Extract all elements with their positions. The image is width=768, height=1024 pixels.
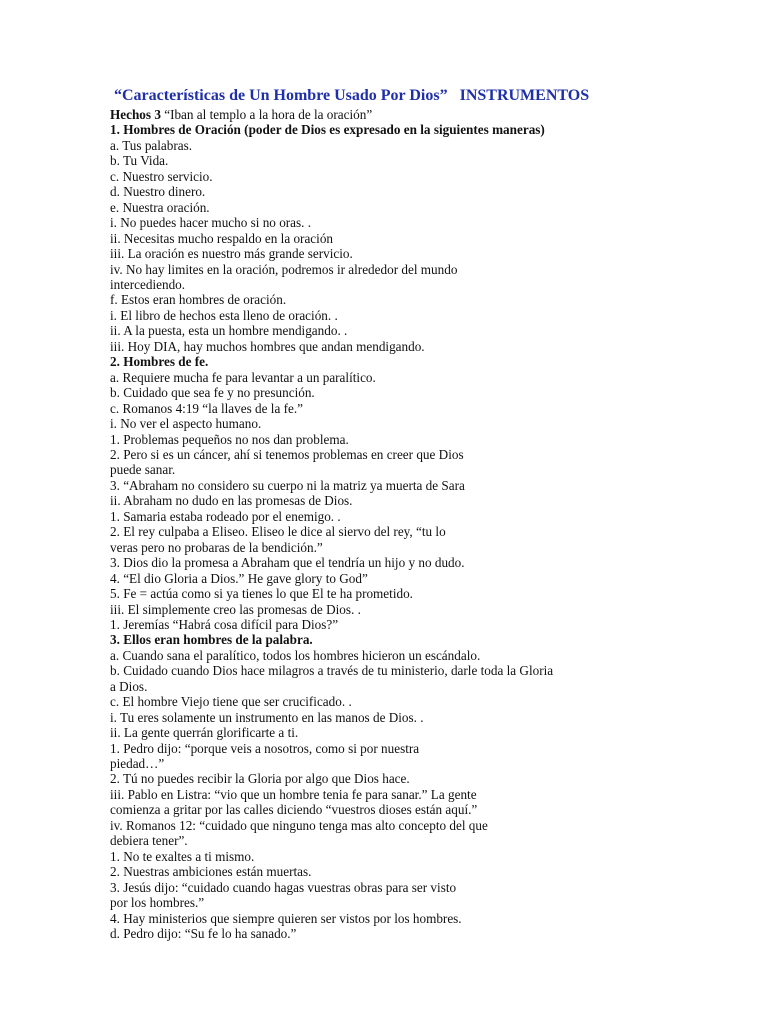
text-line: 1. Problemas pequeños no nos dan problema. (110, 431, 349, 447)
text-line: 4. Hay ministerios que siempre quieren ser vistos por los hombres. (110, 910, 462, 926)
text-line: comienza a gritar por las calles diciendo “vuestros dioses están aquí.” (110, 802, 478, 818)
text-line: veras pero no probaras de la bendición.” (110, 539, 323, 555)
text-line: 2. Pero si es un cáncer, ahí si tenemos problemas en creer que Dios (110, 446, 464, 462)
text-line: 1. Samaria estaba rodeado por el enemigo. . (110, 508, 341, 524)
text-line: i. El libro de hechos esta lleno de oración. . (110, 307, 338, 323)
text-line: 2. El rey culpaba a Eliseo. Eliseo le dice al siervo del rey, “tu lo (110, 524, 446, 540)
text-line: b. Tu Vida. (110, 153, 169, 169)
text-line: a Dios. (110, 678, 148, 694)
text-line: a. Requiere mucha fe para levantar a un paralítico. (110, 369, 376, 385)
text-line: 3. Jesús dijo: “cuidado cuando hagas vuestras obras para ser visto (110, 879, 457, 895)
text-line: c. El hombre Viejo tiene que ser crucificado. . (110, 694, 352, 710)
text-line: iii. El simplemente creo las promesas de Dios. . (110, 601, 361, 617)
text-line: i. No puedes hacer mucho si no oras. . (110, 215, 312, 231)
title-main: “Características de Un Hombre Usado Por Dios” (114, 87, 448, 104)
text-line: 3. “Abraham no considero su cuerpo ni la matriz ya muerta de Sara (110, 477, 465, 493)
text-line: piedad…” (110, 756, 165, 772)
text-line: b. Cuidado que sea fe y no presunción. (110, 385, 315, 401)
text-line: ii. Abraham no dudo en las promesas de Dios. (110, 493, 353, 509)
section-heading: 3. Ellos eran hombres de la palabra. (110, 632, 313, 648)
verse-text: “Iban al templo a la hora de la oración” (164, 107, 373, 122)
text-line: puede sanar. (110, 462, 176, 478)
section-heading: 1. Hombres de Oración (poder de Dios es expresado en la siguientes maneras) (110, 122, 545, 138)
text-line: iii. La oración es nuestro más grande servicio. (110, 246, 353, 262)
text-line: i. Tu eres solamente un instrumento en las manos de Dios. . (110, 709, 424, 725)
text-line: 3. Dios dio la promesa a Abraham que el tendría un hijo y no dudo. (110, 555, 465, 571)
text-line: d. Nuestro dinero. (110, 184, 206, 200)
text-line: b. Cuidado cuando Dios hace milagros a través de tu ministerio, darle toda la Gloria (110, 663, 554, 679)
document-title (114, 86, 730, 106)
text-line: 2. Tú no puedes recibir la Gloria por algo que Dios hace. (110, 771, 410, 787)
section-heading: 2. Hombres de fe. (110, 354, 209, 370)
document-body (110, 107, 730, 941)
text-line: por los hombres.” (110, 895, 205, 911)
verse-reference: Hechos 3 (110, 107, 161, 122)
text-line: ii. Necesitas mucho respaldo en la oración (110, 230, 334, 246)
text-line: iii. Pablo en Listra: “vio que un hombre tenia fe para sanar.” La gente (110, 786, 477, 802)
text-line: ii. La gente querrán glorificarte a ti. (110, 725, 299, 741)
text-line: 5. Fe = actúa como si ya tienes lo que El te ha prometido. (110, 586, 413, 602)
text-line: iv. Romanos 12: “cuidado que ninguno tenga mas alto concepto del que (110, 817, 488, 833)
text-line (110, 107, 730, 122)
text-line: e. Nuestra oración. (110, 199, 210, 215)
text-line: 2. Nuestras ambiciones están muertas. (110, 864, 312, 880)
text-line: a. Tus palabras. (110, 137, 193, 153)
text-line: i. No ver el aspecto humano. (110, 416, 262, 432)
text-line: intercediendo. (110, 276, 186, 292)
document-page (110, 86, 730, 941)
text-line: iv. No hay limites en la oración, podremos ir alrededor del mundo (110, 261, 458, 277)
text-line: f. Estos eran hombres de oración. (110, 292, 287, 308)
text-line: c. Nuestro servicio. (110, 168, 213, 184)
text-line: 1. No te exaltes a ti mismo. (110, 848, 255, 864)
text-line: ii. A la puesta, esta un hombre mendigando. . (110, 323, 348, 339)
text-line: 1. Pedro dijo: “porque veis a nosotros, como si por nuestra (110, 740, 420, 756)
text-line: 4. “El dio Gloria a Dios.” He gave glory to God” (110, 570, 368, 586)
text-line: a. Cuando sana el paralítico, todos los hombres hicieron un escándalo. (110, 647, 481, 663)
text-line: debiera tener”. (110, 833, 188, 849)
text-line: c. Romanos 4:19 “la llaves de la fe.” (110, 400, 303, 416)
text-line: d. Pedro dijo: “Su fe lo ha sanado.” (110, 926, 297, 942)
title-tag: INSTRUMENTOS (459, 87, 590, 104)
text-line: 1. Jeremías “Habrá cosa difícil para Dios?” (110, 616, 339, 632)
text-line: iii. Hoy DIA, hay muchos hombres que andan mendigando. (110, 338, 425, 354)
